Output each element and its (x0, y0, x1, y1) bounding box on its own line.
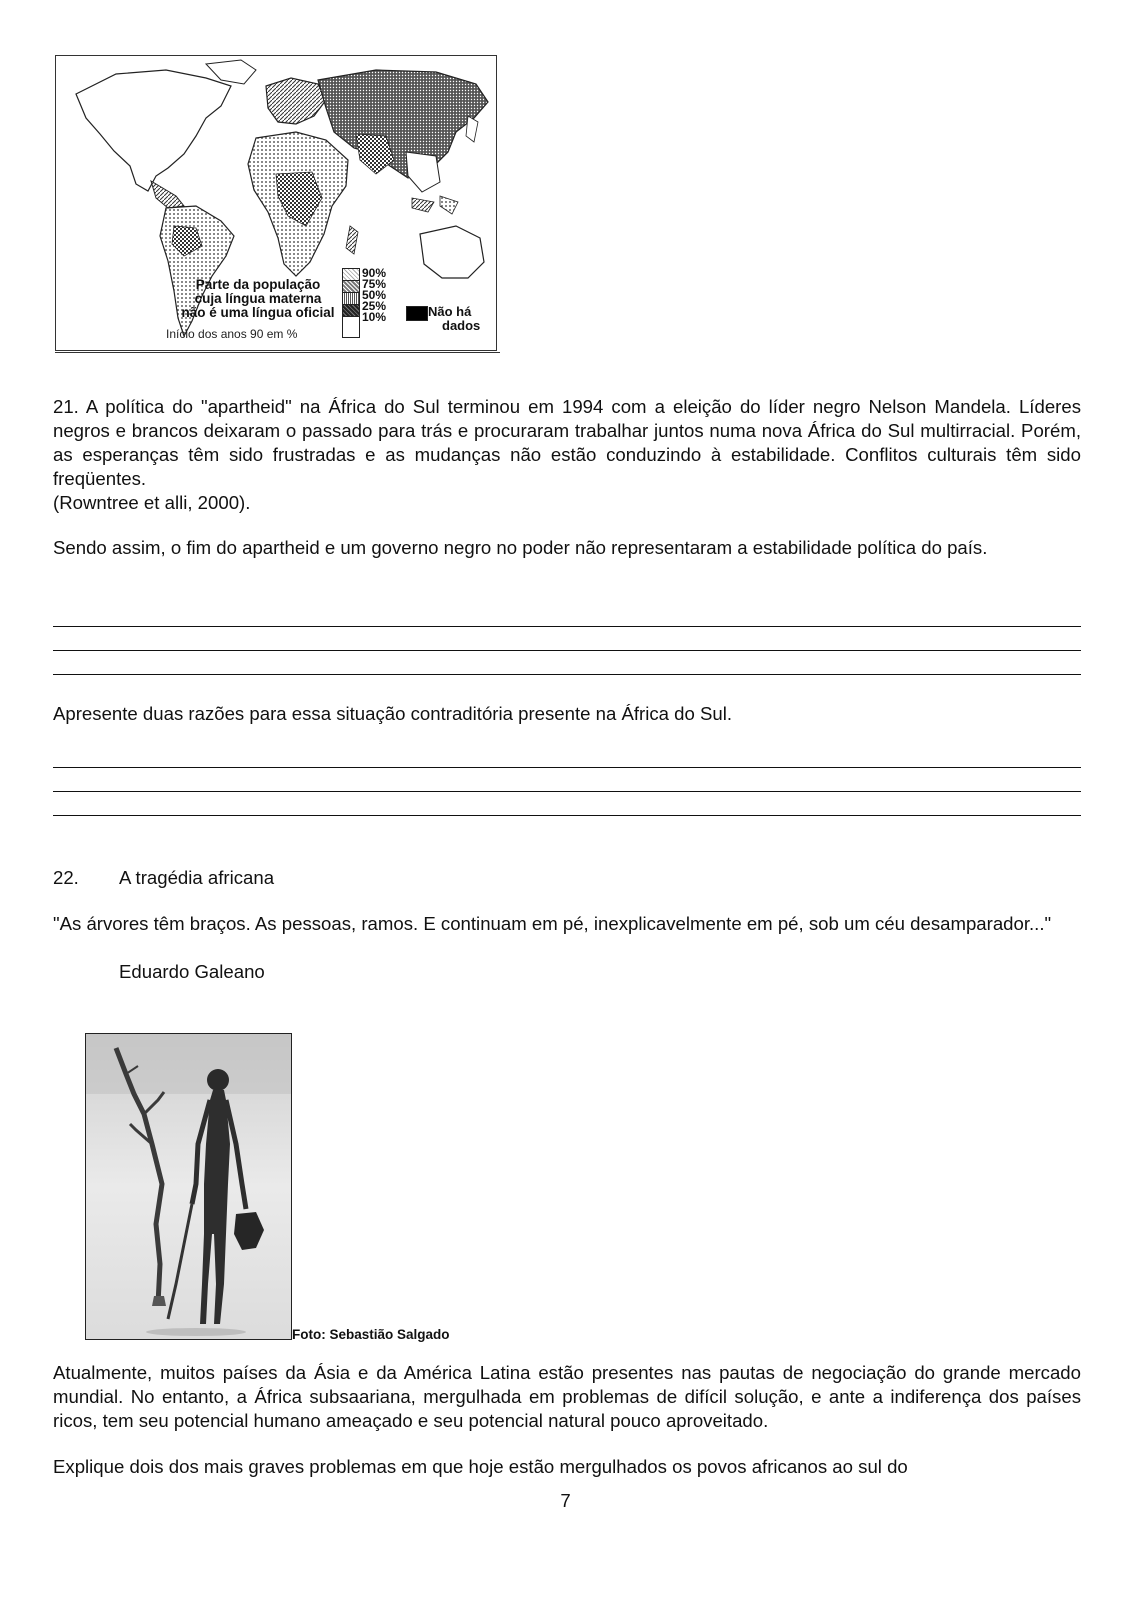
legend-level-label: 90% (362, 266, 387, 280)
q22-title: A tragédia africana (119, 867, 275, 888)
q22-text: Atualmente, muitos países da Ásia e da América Latina estão presentes nas pautas de negociação do grande mercado mundial. No entanto, a África subsaariana, mergulhada em problemas de difícil solução, e ante a indiferença dos países ricos, tem seu potencial humano ameaçado e seu potencial natural pouco aproveitado. (53, 1362, 1081, 1431)
no-data-label-line: Não há (428, 304, 472, 319)
q22-number: 22. (53, 867, 79, 888)
answer-line[interactable] (53, 767, 1081, 768)
q21-statement: Sendo assim, o fim do apartheid e um governo negro no poder não representaram a estabilidade política do país. (53, 537, 988, 558)
photo-credit: Foto: Sebastião Salgado (292, 1327, 450, 1342)
answer-line[interactable] (53, 674, 1081, 675)
answer-line[interactable] (53, 650, 1081, 651)
q21-passage (53, 395, 1081, 515)
map-baseline (55, 352, 500, 353)
legend-title (168, 278, 348, 320)
page-number: 7 (560, 1490, 571, 1511)
q22-question: Explique dois dos mais graves problemas em que hoje estão mergulhados os povos africanos ao sul do (53, 1456, 908, 1477)
map-frame (55, 55, 497, 351)
legend-title-line: não é uma língua oficial (181, 305, 335, 320)
no-data-label (428, 305, 480, 333)
legend-title-line: Parte da população (195, 277, 321, 292)
legend-title-line: cuja língua materna (194, 291, 322, 306)
q21-citation: (Rowntree et alli, 2000). (53, 492, 251, 513)
q22-quote: "As árvores têm braços. As pessoas, ramos. E continuam em pé, inexplicavelmente em pé, sob um céu desamparador..." (53, 913, 1052, 934)
legend-level-label: 25% (362, 299, 387, 313)
answer-line[interactable] (53, 626, 1081, 627)
photo-figure (85, 1033, 510, 1369)
photo-boy-and-tree (85, 1033, 292, 1340)
answer-line[interactable] (53, 815, 1081, 816)
answer-line[interactable] (53, 791, 1081, 792)
q21-text: 21. A política do "apartheid" na África do Sul terminou em 1994 com a eleição do líder negro Nelson Mandela. Líderes negros e brancos deixaram o passado para trás e procuraram trabalhar juntos numa nova África do Sul multirracial. Porém, as esperanças têm sido frustradas e as mudanças não estão conduzindo à estabilidade. Conflitos culturais têm sido freqüentes. (53, 396, 1081, 489)
photo-graphic (86, 1034, 291, 1339)
legend-subtitle: Início dos anos 90 em % (166, 327, 298, 341)
q22-author: Eduardo Galeano (119, 961, 265, 982)
q21-instruction: Apresente duas razões para essa situação contraditória presente na África do Sul. (53, 703, 733, 724)
legend-swatch (342, 316, 360, 338)
no-data-label-line: dados (442, 318, 481, 333)
legend-level-label: 75% (362, 277, 387, 291)
no-data-swatch (406, 306, 428, 321)
legend-level-label: 50% (362, 288, 387, 302)
language-map-figure (55, 55, 500, 355)
legend-level-label: 10% (362, 310, 387, 324)
